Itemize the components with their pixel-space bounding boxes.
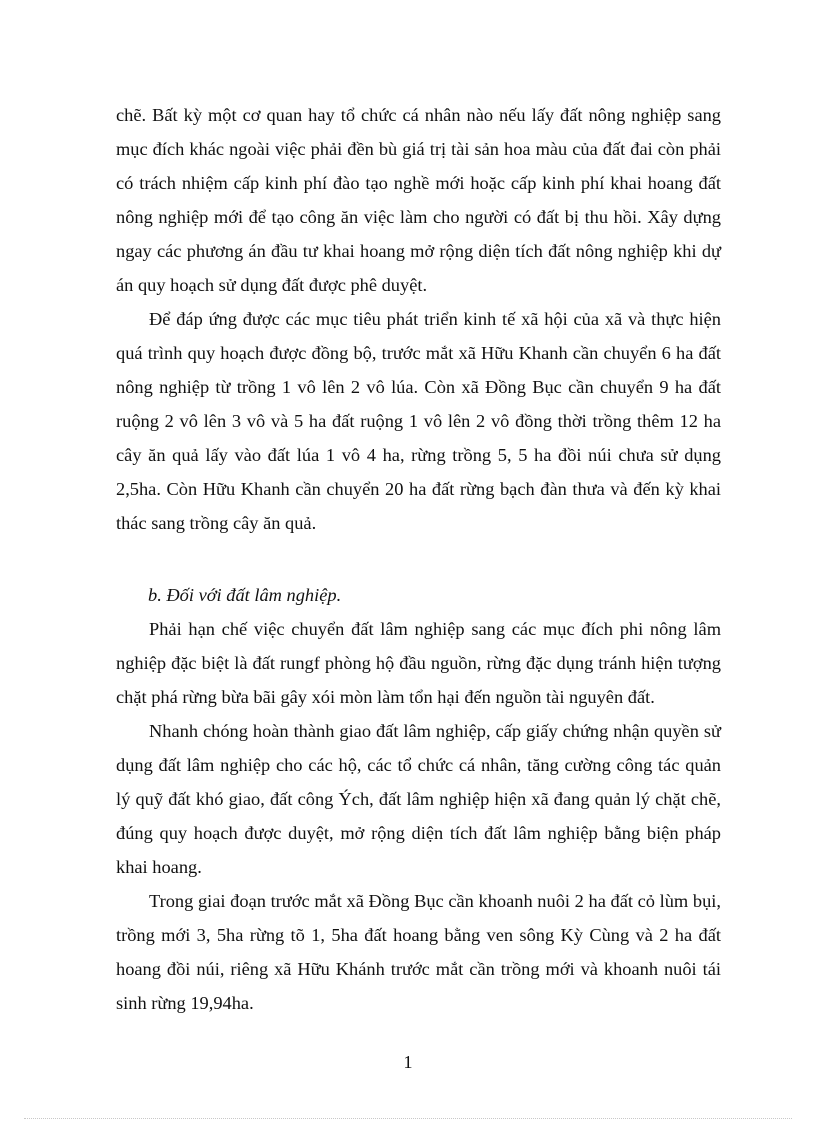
paragraph-forestry-restrict: Phải hạn chế việc chuyển đất lâm nghiệp sang các mục đích phi nông lâm nghiệp đặc biệt là đất rungf phòng hộ đầu nguồn, rừng đặc dụng tránh hiện tượng chặt phá rừng bừa bãi gây xói mòn làm tổn hại đến nguồn tài nguyên đất.: [116, 619, 721, 707]
body-text-section-a: [116, 98, 721, 302]
paragraph-forestry-allocation: Nhanh chóng hoàn thành giao đất lâm nghiệp, cấp giấy chứng nhận quyền sử dụng đất lâm nghiệp cho các hộ, các tổ chức cá nhân, tăng cường công tác quản lý quỹ đất khó giao, đất công Ých, đất lâm nghiệp hiện xã đang quản lý chặt chẽ, đúng quy hoạch được duyệt, mở rộng diện tích đất lâm nghiệp bằng biện pháp khai hoang.: [116, 721, 721, 877]
page-number: 1: [403, 1052, 413, 1072]
page-bottom-border: [24, 1118, 792, 1119]
paragraph-forestry-targets: Trong giai đoạn trước mắt xã Đồng Bục cần khoanh nuôi 2 ha đất cỏ lùm bụi, trồng mới 3, 5ha rừng tõ 1, 5ha đất hoang bằng ven sông Kỳ Cùng và 2 ha đất hoang đồi núi, riêng xã Hữu Khánh trước mắt cần trồng mới và khoanh nuôi tái sinh rừng 19,94ha.: [116, 891, 721, 1013]
section-heading: b. Đối với đất lâm nghiệp.: [148, 585, 342, 605]
paragraph-agri-targets: Để đáp ứng được các mục tiêu phát triển kinh tế xã hội của xã và thực hiện quá trình quy hoạch được đồng bộ, trước mắt xã Hữu Khanh cần chuyển 6 ha đất nông nghiệp từ trồng 1 vô lên 2 vô lúa. Còn xã Đồng Bục cần chuyển 9 ha đất ruộng 2 vô lên 3 vô và 5 ha đất ruộng 1 vô lên 2 vô đồng thời trồng thêm 12 ha cây ăn quả lấy vào đất lúa 1 vô 4 ha, rừng trồng 5, 5 ha đồi núi chưa sử dụng 2,5ha. Còn Hữu Khanh cần chuyển 20 ha đất rừng bạch đàn thưa và đến kỳ khai thác sang trồng cây ăn quả.: [116, 309, 721, 533]
body-text-section-b: [116, 612, 721, 1020]
paragraph-continuation: chẽ. Bất kỳ một cơ quan hay tổ chức cá nhân nào nếu lấy đất nông nghiệp sang mục đích khác ngoài việc phải đền bù giá trị tài sản hoa màu của đất đai còn phải có trách nhiệm cấp kinh phí đào tạo nghề mới hoặc cấp kinh phí khai hoang đất nông nghiệp mới để tạo công ăn việc làm cho người có đất bị thu hồi. Xây dựng ngay các phương án đầu tư khai hoang mở rộng diện tích đất nông nghiệp khi dự án quy hoạch sử dụng đất được phê duyệt.: [116, 105, 721, 295]
body-text-section-a-targets: [116, 302, 721, 540]
